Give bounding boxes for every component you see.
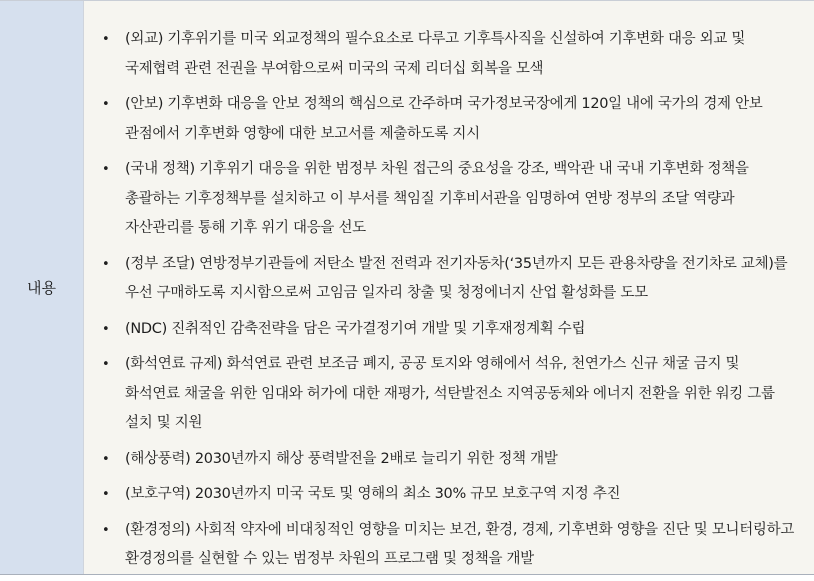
content-cell (84, 1, 814, 574)
bullet-icon: • (102, 451, 110, 467)
bullet-icon: • (102, 321, 110, 337)
list-item-text: (정부 조달) 연방정부기관들에 저탄소 발전 전력과 전기자동차(‘35년까지 모든 관용차량을 전기차로 교체)를 우선 구매하도록 지시함으로써 고임금 일자리 창출 및 청정에너지 산업 활성화를 도모 (125, 255, 788, 301)
list-item (84, 445, 814, 475)
list-item-text: (보호구역) 2030년까지 미국 국토 및 영해의 최소 30% 규모 보호구역 지정 추진 (125, 486, 621, 502)
list-item (84, 315, 814, 345)
list-item-text: (외교) 기후위기를 미국 외교정책의 필수요소로 다루고 기후특사직을 신설하여 기후변화 대응 외교 및 국제협력 관련 전권을 부여함으로써 미국의 국제 리더십 회복을 모색 (125, 31, 746, 77)
list-item-text: (NDC) 진취적인 감축전략을 담은 국가결정기여 개발 및 기후재정계획 수립 (125, 320, 586, 337)
bullet-icon: • (102, 522, 110, 538)
list-item-text: (안보) 기후변화 대응을 안보 정책의 핵심으로 간주하며 국가정보국장에게 120일 내에 국가의 경제 안보 관점에서 기후변화 영향에 대한 보고서를 제출하도록 지시 (125, 96, 763, 142)
list-item (84, 350, 814, 439)
list-item (84, 250, 814, 309)
bullet-list (84, 25, 814, 581)
list-item (84, 25, 814, 84)
bullet-icon: • (102, 32, 110, 47)
list-item (84, 90, 814, 149)
list-item (84, 480, 814, 510)
list-item-text: (국내 정책) 기후위기 대응을 위한 범정부 차원 접근의 중요성을 강조, 백악관 내 국내 기후변화 정책을 총괄하는 기후정책부를 설치하고 이 부서를 책임질 기후비서관을 임명하여 연방 정부의 조달 역량과 자산관리를 통해 기후 위기 대응을 선도 (125, 161, 749, 236)
bullet-icon: • (102, 487, 110, 502)
list-item-text: (해상풍력) 2030년까지 해상 풍력발전을 2배로 늘리기 위한 정책 개발 (125, 450, 558, 467)
list-item (84, 155, 814, 244)
bullet-icon: • (102, 162, 110, 177)
list-item-text: (환경정의) 사회적 약자에 비대칭적인 영향을 미치는 보건, 환경, 경제, 기후변화 영향을 진단 및 모니터링하고 환경정의를 실현할 수 있는 범정부 차원의 프로그램 및 정책을 개발 (125, 521, 795, 567)
list-item (84, 516, 814, 575)
bullet-icon: • (102, 97, 110, 112)
bullet-icon: • (102, 256, 110, 272)
label-cell (0, 1, 84, 574)
list-item-text: (화석연료 규제) 화석연료 관련 보조금 폐지, 공공 토지와 영해에서 석유, 천연가스 신규 채굴 금지 및 화석연료 채굴을 위한 임대와 허가에 대한 재평가, 석탄발전소 지역공동체와 에너지 전환을 위한 워킹 그룹 설치 및 지원 (125, 356, 775, 431)
row-label: 내용 (27, 279, 56, 297)
bullet-icon: • (102, 357, 110, 372)
